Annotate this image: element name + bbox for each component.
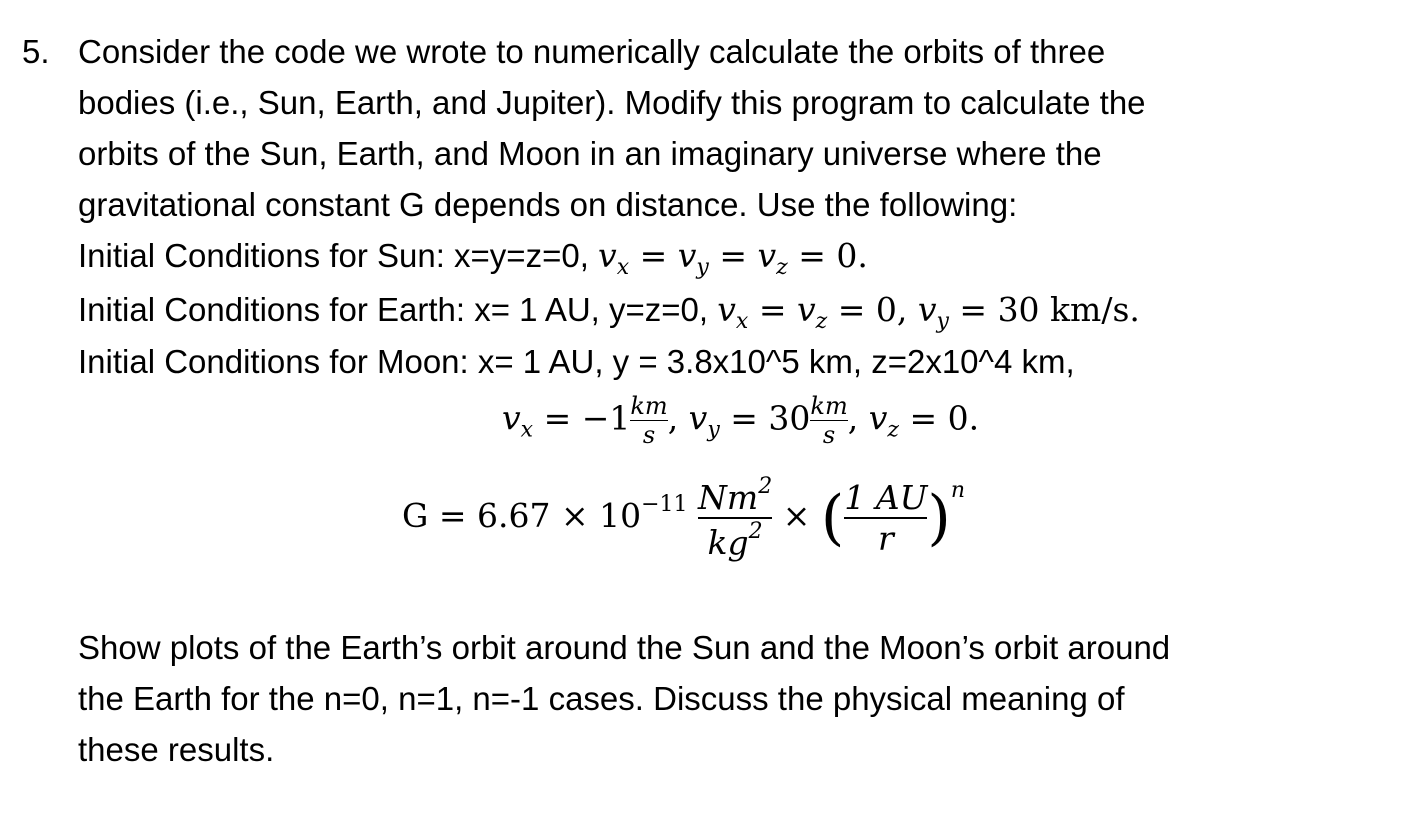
intro-line-3: orbits of the Sun, Earth, and Moon in an imaginary universe where the	[78, 135, 1102, 172]
moon-conditions: Initial Conditions for Moon: x= 1 AU, y = 3.8x10^5 km, z=2x10^4 km,	[78, 343, 1075, 380]
earth-velocity-value: 30 km/s.	[997, 290, 1140, 329]
ratio-exponent: n	[950, 478, 965, 503]
problem-number: 5.	[22, 33, 50, 70]
ratio-denominator: r	[844, 517, 927, 558]
intro-line-2: bodies (i.e., Sun, Earth, and Jupiter). Modify this program to calculate the	[78, 84, 1146, 121]
gravity-unit-numerator: Nm	[698, 478, 759, 517]
moon-vy-value: 30	[768, 398, 811, 438]
intro-line-1: Consider the code we wrote to numerically calculate the orbits of three	[78, 33, 1106, 70]
sun-velocity-math: $v_x = v_y = v_z = 0$.	[598, 236, 868, 280]
earth-velocity-math: $v_x = v_z = 0$, $v_y = 30$ km/s.	[717, 290, 1140, 334]
unit-numerator: km	[810, 392, 848, 420]
unit-denominator: s	[810, 420, 847, 449]
closing-line-3: these results.	[78, 731, 275, 768]
unit-denominator: s	[630, 420, 667, 449]
intro-line-4: gravitational constant G depends on distance. Use the following:	[78, 186, 1018, 223]
ratio-numerator: 1 AU	[844, 478, 928, 517]
gravity-unit-power: 2	[748, 519, 763, 544]
gravity-unit-denominator: kg	[707, 523, 749, 562]
right-paren: )	[927, 483, 951, 553]
left-paren: (	[820, 483, 845, 553]
moon-vz-value: 0.	[947, 398, 980, 438]
closing-line-2: the Earth for the n=0, n=1, n=-1 cases. Discuss the physical meaning of	[78, 680, 1125, 717]
unit-numerator: km	[630, 392, 668, 420]
gravity-equation: $G = 6.67 \times 10^{-11}$ $\frac{Nm^2}{kg^2}$ × ( $\frac{1 AU}{r}$ )$^n$	[402, 474, 965, 562]
sun-conditions-label: Initial Conditions for Sun: x=y=z=0,	[78, 237, 599, 274]
gravity-unit-power: 2	[758, 474, 773, 499]
closing-line-1: Show plots of the Earth’s orbit around the Sun and the Moon’s orbit around	[78, 629, 1171, 666]
earth-conditions-label: Initial Conditions for Earth: x= 1 AU, y=z=0,	[78, 291, 718, 328]
gravity-lhs: G = 6.67 × 10	[402, 496, 642, 535]
sun-velocity-value: 0.	[836, 236, 868, 275]
moon-velocity-equation: $v_x = -1$ $\frac{km}{s}$ , $v_y = 30$ $\frac{km}{s}$ , $v_z = 0$.	[502, 392, 980, 449]
gravity-exponent: −11	[641, 492, 688, 517]
moon-vx-value: −1	[581, 398, 631, 438]
